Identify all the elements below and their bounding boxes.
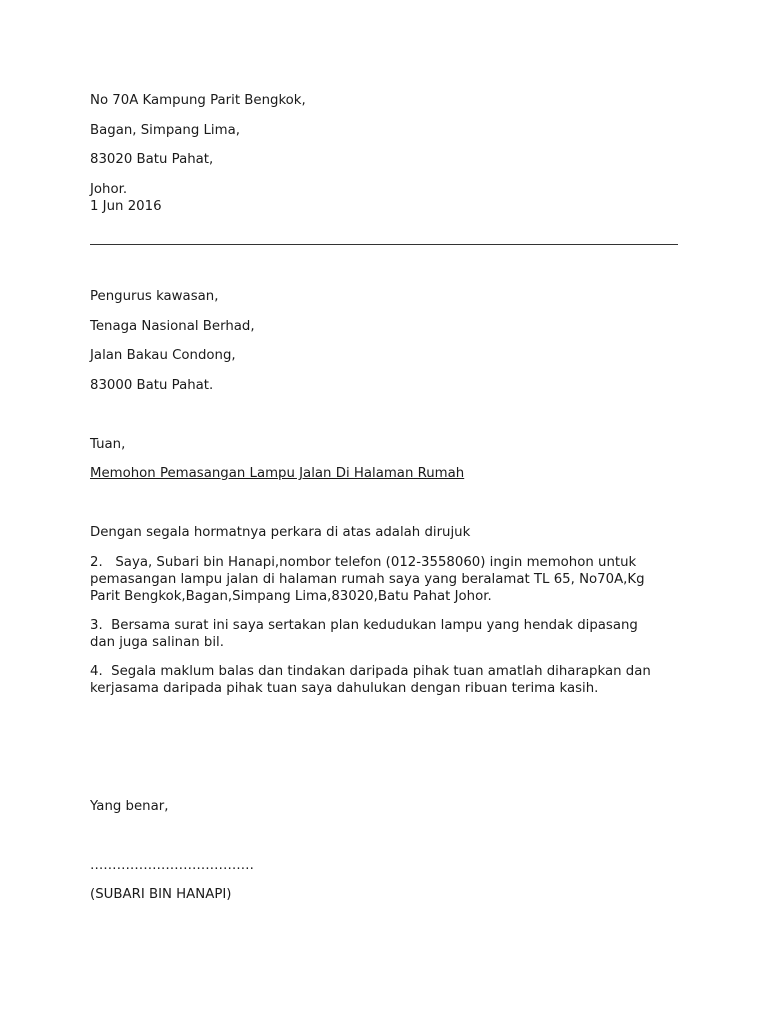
- sender-address-line-1: No 70A Kampung Parit Bengkok,: [90, 93, 306, 108]
- sender-address-line-3: 83020 Batu Pahat,: [90, 152, 214, 167]
- sender-address-line-2: Bagan, Simpang Lima,: [90, 123, 240, 138]
- recipient-line-3: Jalan Bakau Condong,: [90, 348, 236, 363]
- sign-off: Yang benar,: [90, 799, 169, 814]
- paragraph-2-line-3: Parit Bengkok,Bagan,Simpang Lima,83020,Batu Pahat Johor.: [90, 589, 492, 604]
- paragraph-2-line-2: pemasangan lampu jalan di halaman rumah saya yang beralamat TL 65, No70A,Kg: [90, 572, 645, 587]
- recipient-line-2: Tenaga Nasional Berhad,: [90, 319, 255, 334]
- paragraph-3-line-2: dan juga salinan bil.: [90, 635, 224, 650]
- letter-subject: Memohon Pemasangan Lampu Jalan Di Halaman Rumah: [90, 466, 465, 481]
- signature-line: ……………………………….: [90, 858, 254, 873]
- paragraph-2-line-1: 2. Saya, Subari bin Hanapi,nombor telefon (012-3558060) ingin memohon untuk: [90, 555, 637, 570]
- paragraph-4-line-1: 4. Segala maklum balas dan tindakan daripada pihak tuan amatlah diharapkan dan: [90, 664, 651, 679]
- letter-date: 1 Jun 2016: [90, 199, 162, 214]
- opening-paragraph: Dengan segala hormatnya perkara di atas adalah dirujuk: [90, 525, 471, 540]
- salutation: Tuan,: [90, 437, 126, 452]
- paragraph-3-line-1: 3. Bersama surat ini saya sertakan plan kedudukan lampu yang hendak dipasang: [90, 618, 638, 633]
- recipient-line-4: 83000 Batu Pahat.: [90, 378, 214, 393]
- header-divider: [90, 244, 678, 245]
- paragraph-4-line-2: kerjasama daripada pihak tuan saya dahulukan dengan ribuan terima kasih.: [90, 681, 599, 696]
- signatory-name: (SUBARI BIN HANAPI): [90, 887, 232, 902]
- recipient-line-1: Pengurus kawasan,: [90, 289, 219, 304]
- sender-address-line-4: Johor.: [90, 182, 128, 197]
